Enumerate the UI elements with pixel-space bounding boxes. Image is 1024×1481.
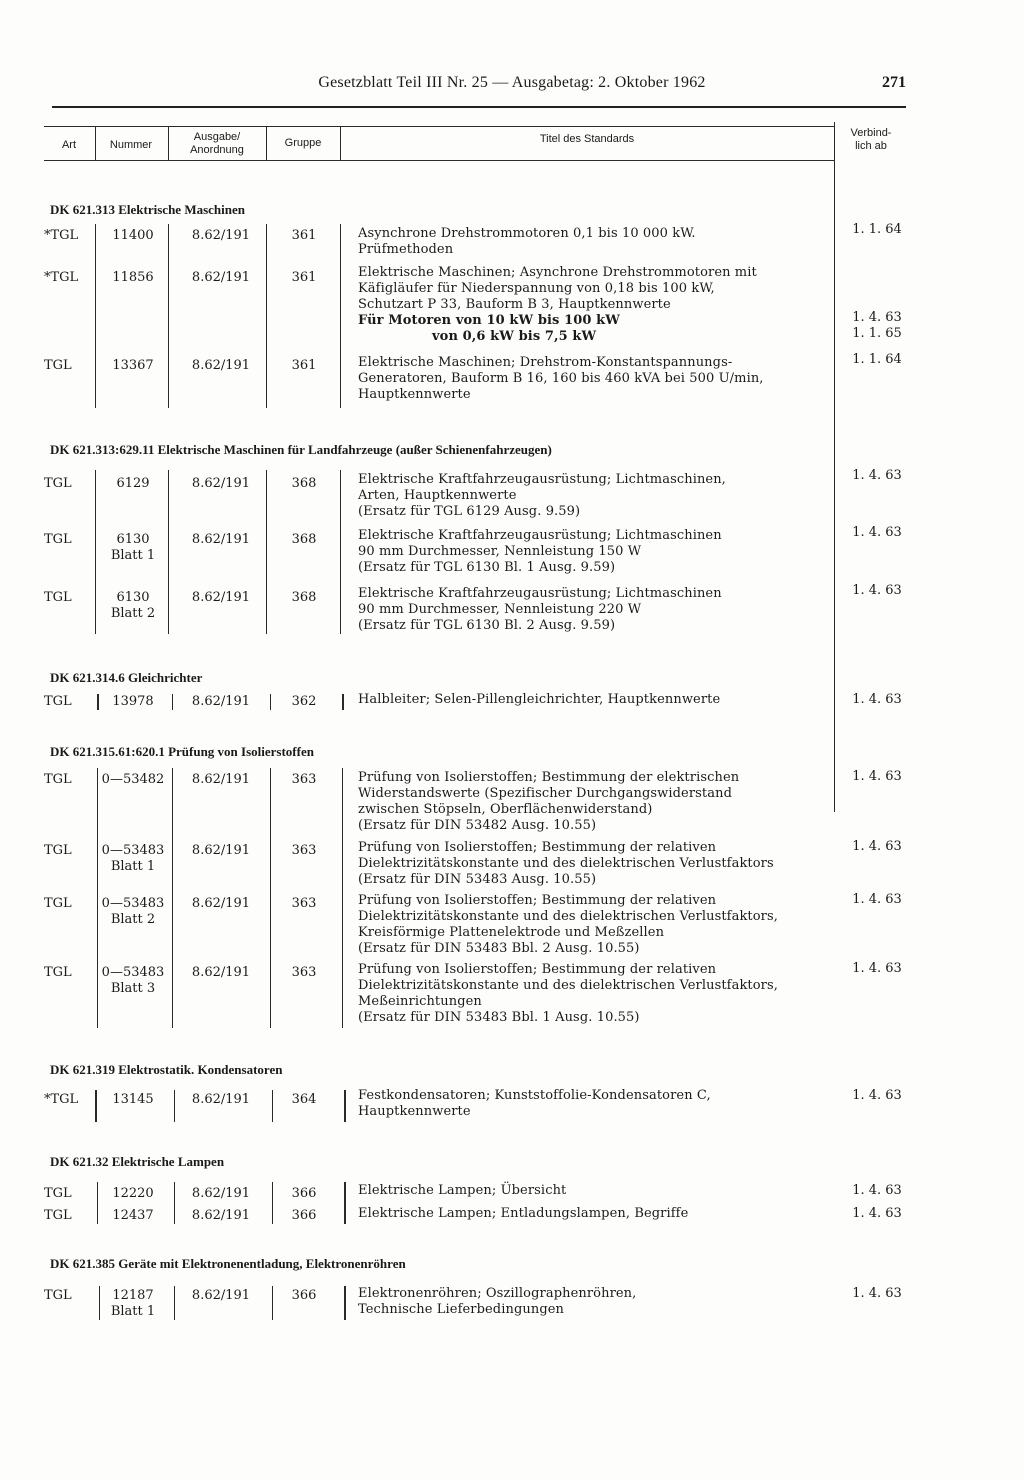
col-ausgabe: Ausgabe/ Anordnung <box>190 131 244 156</box>
verbindlich-cell: 1. 4. 63 <box>852 769 902 784</box>
art-cell: TGL <box>44 532 72 547</box>
row-divider <box>95 470 96 634</box>
col-divider <box>266 126 267 160</box>
row-divider <box>174 1090 175 1122</box>
col-titel: Titel des Standards <box>539 133 635 145</box>
ausgabe-cell: 8.62/191 <box>191 1288 251 1303</box>
ausgabe-cell: 8.62/191 <box>191 965 251 980</box>
section-heading: DK 621.385 Geräte mit Elektronenentladung, Elektronenröhren <box>50 1256 406 1271</box>
art-cell: *TGL <box>44 228 79 243</box>
verbindlich-cell: 1. 1. 64 <box>852 352 902 367</box>
gruppe-cell: 366 <box>291 1208 317 1223</box>
header-bottom-rule <box>44 160 834 161</box>
nummer-cell: 12220 <box>112 1186 154 1201</box>
gruppe-cell: 366 <box>291 1288 317 1303</box>
nummer-cell: 0—53483 Blatt 2 <box>101 896 165 927</box>
ausgabe-cell: 8.62/191 <box>191 1092 251 1107</box>
ausgabe-cell: 8.62/191 <box>191 694 251 709</box>
verbindlich-cell: 1. 4. 63 <box>852 1183 902 1198</box>
gruppe-cell: 368 <box>291 476 317 491</box>
ausgabe-cell: 8.62/191 <box>191 590 251 605</box>
art-cell: TGL <box>44 843 72 858</box>
verbindlich-cell: 1. 4. 63 <box>852 892 902 907</box>
row-divider <box>168 470 169 634</box>
art-cell: TGL <box>44 896 72 911</box>
nummer-cell: 12437 <box>112 1208 154 1223</box>
art-cell: TGL <box>44 772 72 787</box>
art-cell: *TGL <box>44 1092 79 1107</box>
row-divider <box>172 694 173 710</box>
ausgabe-cell: 8.62/191 <box>191 358 251 373</box>
nummer-cell: 0—53482 <box>101 772 165 787</box>
col-divider <box>340 126 341 160</box>
titel-cell: Elektrische Lampen; Übersicht <box>358 1183 567 1198</box>
section-heading: DK 621.313 Elektrische Maschinen <box>50 202 245 217</box>
verbindlich-cell: 1. 4. 63 <box>852 525 902 540</box>
row-divider <box>168 224 169 408</box>
gruppe-cell: 363 <box>291 896 317 911</box>
col-art: Art <box>61 139 77 151</box>
verbindlich-cell: 1. 4. 63 <box>852 1206 902 1221</box>
gruppe-cell: 361 <box>291 358 317 373</box>
verbindlich-cell: 1. 4. 63 1. 1. 65 <box>852 310 902 341</box>
header-rule <box>52 106 906 108</box>
ausgabe-cell: 8.62/191 <box>191 532 251 547</box>
titel-cell: Festkondensatoren; Kunststoffolie-Kondensatoren C, Hauptkennwerte <box>358 1088 711 1119</box>
row-divider <box>172 768 173 1028</box>
titel-cell: Halbleiter; Selen-Pillengleichrichter, Hauptkennwerte <box>358 692 721 707</box>
gruppe-cell: 361 <box>291 228 317 243</box>
header-top-rule <box>44 126 834 127</box>
gruppe-cell: 363 <box>291 772 317 787</box>
row-divider <box>344 1286 346 1320</box>
verbindlich-cell: 1. 4. 63 <box>852 468 902 483</box>
art-cell: TGL <box>44 694 72 709</box>
art-cell: TGL <box>44 476 72 491</box>
col-nummer: Nummer <box>109 139 153 151</box>
section-heading: DK 621.314.6 Gleichrichter <box>50 670 203 685</box>
nummer-cell: 13145 <box>112 1092 154 1107</box>
nummer-cell: 0—53483 Blatt 3 <box>101 965 165 996</box>
ausgabe-cell: 8.62/191 <box>191 1186 251 1201</box>
titel-cell: Elektrische Kraftfahrzeugausrüstung; Lichtmaschinen 90 mm Durchmesser, Nennleistung 220 W (Ersatz für TGL 6130 Bl. 2 Ausg. 9.59) <box>358 586 722 633</box>
art-cell: TGL <box>44 590 72 605</box>
nummer-cell: 13367 <box>112 358 154 373</box>
row-divider <box>174 1182 175 1224</box>
gruppe-cell: 368 <box>291 532 317 547</box>
gruppe-cell: 363 <box>291 965 317 980</box>
page-header-title: Gesetzblatt Teil III Nr. 25 — Ausgabetag: 2. Oktober 1962 <box>318 74 706 91</box>
gruppe-cell: 366 <box>291 1186 317 1201</box>
ausgabe-cell: 8.62/191 <box>191 228 251 243</box>
gruppe-cell: 364 <box>291 1092 317 1107</box>
nummer-cell: 12187 Blatt 1 <box>110 1288 156 1319</box>
verbindlich-cell: 1. 4. 63 <box>852 583 902 598</box>
verbindlich-cell: 1. 4. 63 <box>852 1088 902 1103</box>
row-divider <box>342 768 343 1028</box>
gruppe-cell: 368 <box>291 590 317 605</box>
section-heading: DK 621.32 Elektrische Lampen <box>50 1154 225 1169</box>
row-divider <box>95 1090 97 1122</box>
ausgabe-cell: 8.62/191 <box>191 896 251 911</box>
ausgabe-cell: 8.62/191 <box>191 476 251 491</box>
row-divider <box>342 694 344 710</box>
ausgabe-cell: 8.62/191 <box>191 1208 251 1223</box>
art-cell: TGL <box>44 1186 72 1201</box>
nummer-cell: 11400 <box>112 228 154 243</box>
titel-cell: Asynchrone Drehstrommotoren 0,1 bis 10 000 kW. Prüfmethoden <box>358 226 696 257</box>
row-divider <box>266 470 267 634</box>
titel-cell: Prüfung von Isolierstoffen; Bestimmung der relativen Dielektrizitätskonstante und des dielektrischen Verlustfaktors, Meßeinrichtungen (Ersatz für DIN 53483 Bbl. 1 Ausg. 10.55) <box>358 962 778 1025</box>
col-gruppe: Gruppe <box>284 137 322 149</box>
titel-cell: Elektrische Maschinen; Asynchrone Drehstrommotoren mit Käfigläufer für Niederspannung von 0,18 bis 100 kW, Schutzart P 33, Bauform B 3, Hauptkennwerte <box>358 265 757 312</box>
row-divider <box>270 694 271 710</box>
row-divider <box>340 224 341 408</box>
ausgabe-cell: 8.62/191 <box>191 843 251 858</box>
verbindlich-cell: 1. 4. 63 <box>852 1286 902 1301</box>
gruppe-cell: 363 <box>291 843 317 858</box>
page-number: 271 <box>882 74 906 91</box>
section-heading: DK 621.313:629.11 Elektrische Maschinen für Landfahrzeuge (außer Schienenfahrzeugen) <box>50 442 552 457</box>
titel-cell: Elektrische Kraftfahrzeugausrüstung; Lichtmaschinen, Arten, Hauptkennwerte (Ersatz für TGL 6129 Ausg. 9.59) <box>358 472 726 519</box>
row-divider <box>95 224 96 408</box>
titel-bold-cell: Für Motoren von 10 kW bis 100 kW von 0,6 kW bis 7,5 kW <box>358 313 620 344</box>
row-divider <box>266 224 267 408</box>
verbindlich-cell: 1. 4. 63 <box>852 839 902 854</box>
verbindlich-cell: 1. 1. 64 <box>852 222 902 237</box>
nummer-cell: 0—53483 Blatt 1 <box>101 843 165 874</box>
section-heading: DK 621.315.61:620.1 Prüfung von Isolierstoffen <box>50 744 314 759</box>
titel-cell: Elektronenröhren; Oszillographenröhren, Technische Lieferbedingungen <box>358 1286 637 1317</box>
titel-cell: Elektrische Lampen; Entladungslampen, Begriffe <box>358 1206 689 1221</box>
col-verbindlich: Verbind- lich ab <box>850 127 892 152</box>
ausgabe-cell: 8.62/191 <box>191 270 251 285</box>
art-cell: TGL <box>44 358 72 373</box>
verbindlich-cell: 1. 4. 63 <box>852 961 902 976</box>
row-divider <box>270 768 271 1028</box>
ausgabe-cell: 8.62/191 <box>191 772 251 787</box>
section-heading: DK 621.319 Elektrostatik. Kondensatoren <box>50 1062 283 1077</box>
titel-cell: Elektrische Maschinen; Drehstrom-Konstantspannungs- Generatoren, Bauform B 16, 160 bis 460 kVA bei 500 U/min, Hauptkennwerte <box>358 355 764 402</box>
nummer-cell: 6130 Blatt 2 <box>110 590 156 621</box>
nummer-cell: 6129 <box>116 476 150 491</box>
row-divider <box>344 1090 346 1122</box>
nummer-cell: 11856 <box>112 270 154 285</box>
row-divider <box>344 1182 346 1224</box>
gruppe-cell: 362 <box>291 694 317 709</box>
titel-cell: Prüfung von Isolierstoffen; Bestimmung der relativen Dielektrizitätskonstante und des dielektrischen Verlustfaktors (Ersatz für DIN 53483 Ausg. 10.55) <box>358 840 774 887</box>
nummer-cell: 13978 <box>112 694 154 709</box>
row-divider <box>340 470 341 634</box>
titel-cell: Prüfung von Isolierstoffen; Bestimmung der elektrischen Widerstandswerte (Spezifischer Durchgangswiderstand zwischen Stöpseln, Oberflächenwiderstand) (Ersatz für DIN 53482 Ausg. 10.55) <box>358 770 740 833</box>
art-cell: TGL <box>44 1208 72 1223</box>
row-divider <box>174 1286 175 1320</box>
art-cell: *TGL <box>44 270 79 285</box>
nummer-cell: 6130 Blatt 1 <box>110 532 156 563</box>
gruppe-cell: 361 <box>291 270 317 285</box>
verbindlich-cell: 1. 4. 63 <box>852 692 902 707</box>
col-divider <box>168 126 169 160</box>
art-cell: TGL <box>44 965 72 980</box>
titel-cell: Prüfung von Isolierstoffen; Bestimmung der relativen Dielektrizitätskonstante und des dielektrischen Verlustfaktors, Kreisförmige Plattenelektrode und Meßzellen (Ersatz für DIN 53483 Bbl. 2 Ausg. 10.55) <box>358 893 778 956</box>
titel-cell: Elektrische Kraftfahrzeugausrüstung; Lichtmaschinen 90 mm Durchmesser, Nennleistung 150 W (Ersatz für TGL 6130 Bl. 1 Ausg. 9.59) <box>358 528 722 575</box>
art-cell: TGL <box>44 1288 72 1303</box>
